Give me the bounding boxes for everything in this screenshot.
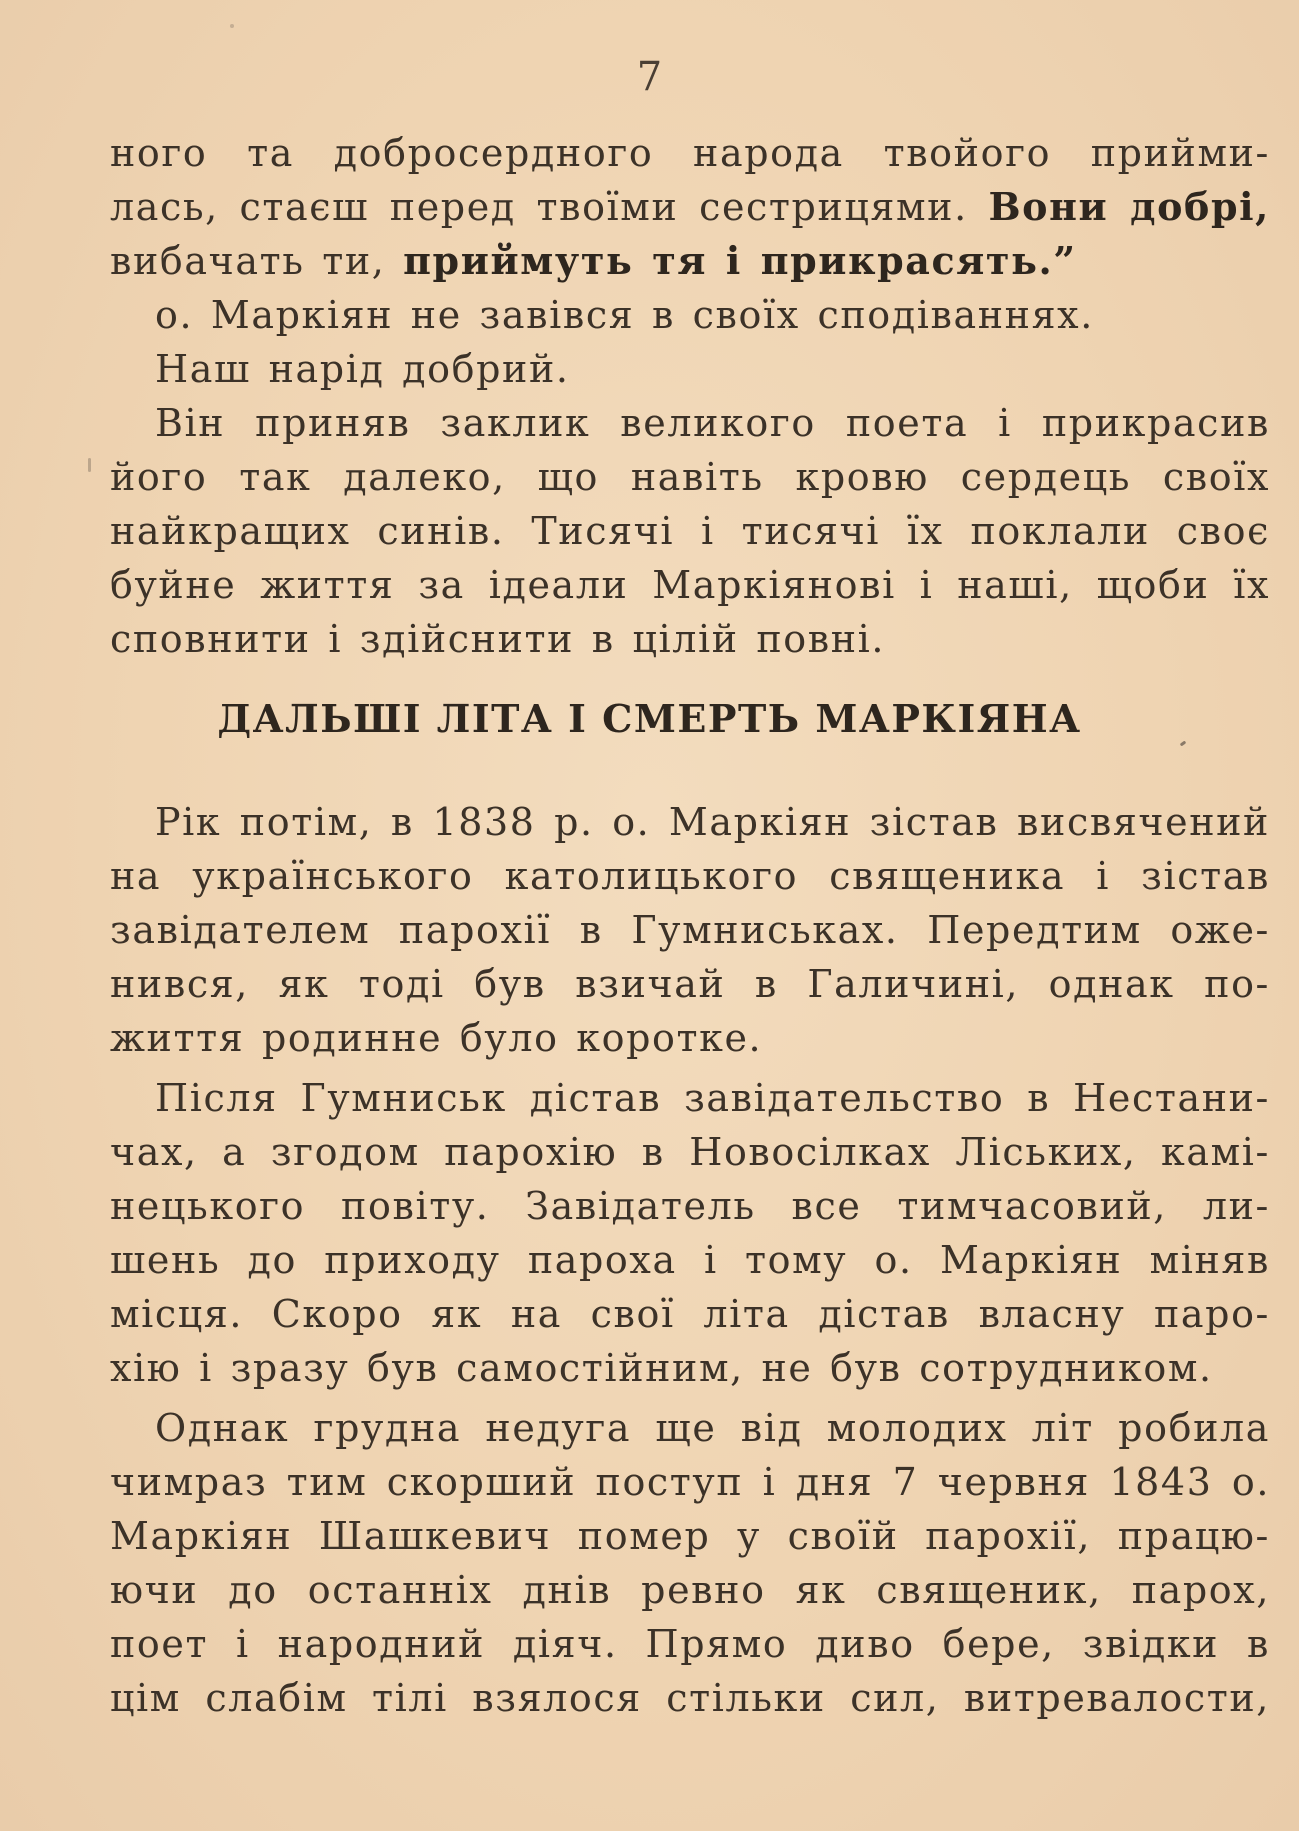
bold-text-segment: Вони добрі,: [988, 184, 1270, 229]
text-segment: вибачать ти,: [110, 239, 404, 283]
text-line: життя родинне було коротке.: [110, 1016, 763, 1060]
text-line: шень до приходу пароха і тому о. Маркіян міняв: [110, 1238, 1270, 1282]
text-line: нецького повіту. Завідатель все тимчасовий, ли-: [110, 1184, 1270, 1228]
bold-text-segment: приймуть тя і прикрасять.”: [403, 238, 1077, 283]
text-line: Рік потім, в 1838 р. о. Маркіян зістав висвячений: [155, 800, 1270, 844]
text-line: буйне життя за ідеали Маркіянові і наші, щоби їх: [110, 563, 1270, 607]
text-line: чимраз тим скорший поступ і дня 7 червня 1843 о.: [110, 1460, 1270, 1504]
text-line: Наш нарід добрий.: [155, 347, 570, 391]
text-line: Однак грудна недуга ще від молодих літ робила: [155, 1406, 1270, 1450]
text-line: Він приняв заклик великого поета і прикрасив: [155, 401, 1270, 445]
text-line: його так далеко, що навіть кровю сердець своїх: [110, 455, 1270, 499]
text-line: [110, 180, 1270, 234]
text-line: на українського католицького священика і зістав: [110, 854, 1270, 898]
text-line: поет і народний діяч. Прямо диво бере, звідки в: [110, 1622, 1270, 1666]
paragraph-block-1: [110, 126, 1270, 666]
text-line: [110, 234, 1270, 288]
text-line: найкращих синів. Тисячі і тисячі їх поклали своє: [110, 509, 1270, 553]
text-line: ючи до останніх днів ревно як священик, парох,: [110, 1568, 1270, 1612]
text-line: Після Гумниськ дістав завідательство в Нестани-: [155, 1076, 1270, 1120]
text-line: о. Маркіян не завівся в своїх сподіваннях.: [155, 293, 1094, 337]
text-line: чах, а згодом парохію в Новосілках Ліських, камі-: [110, 1130, 1270, 1174]
text-line: завідателем парохії в Гумниськах. Передтим оже-: [110, 908, 1270, 952]
paper-speck: [88, 458, 91, 472]
text-line: хію і зразу був самостійним, не був сотрудником.: [110, 1346, 1213, 1390]
text-line: Маркіян Шашкевич помер у своїй парохії, працю-: [110, 1514, 1270, 1558]
text-line: нився, як тоді був взичай в Галичині, однак по-: [110, 962, 1270, 1006]
text-line: цім слабім тілі взялося стільки сил, витревалости,: [110, 1676, 1270, 1720]
text-line: ного та добросердного народа твойого прийми-: [110, 131, 1270, 175]
text-segment: лась, стаєш перед твоїми сестрицями.: [110, 185, 989, 229]
page-number: 7: [636, 54, 663, 100]
section-heading: ДАЛЬШІ ЛІТА І СМЕРТЬ МАРКІЯНА: [217, 696, 1082, 741]
text-line: сповнити і здійснити в цілій повні.: [110, 617, 886, 661]
text-line: місця. Скоро як на свої літа дістав власну паро-: [110, 1292, 1270, 1336]
paragraph-block-2: [110, 795, 1270, 1725]
paper-speck: [230, 24, 234, 28]
